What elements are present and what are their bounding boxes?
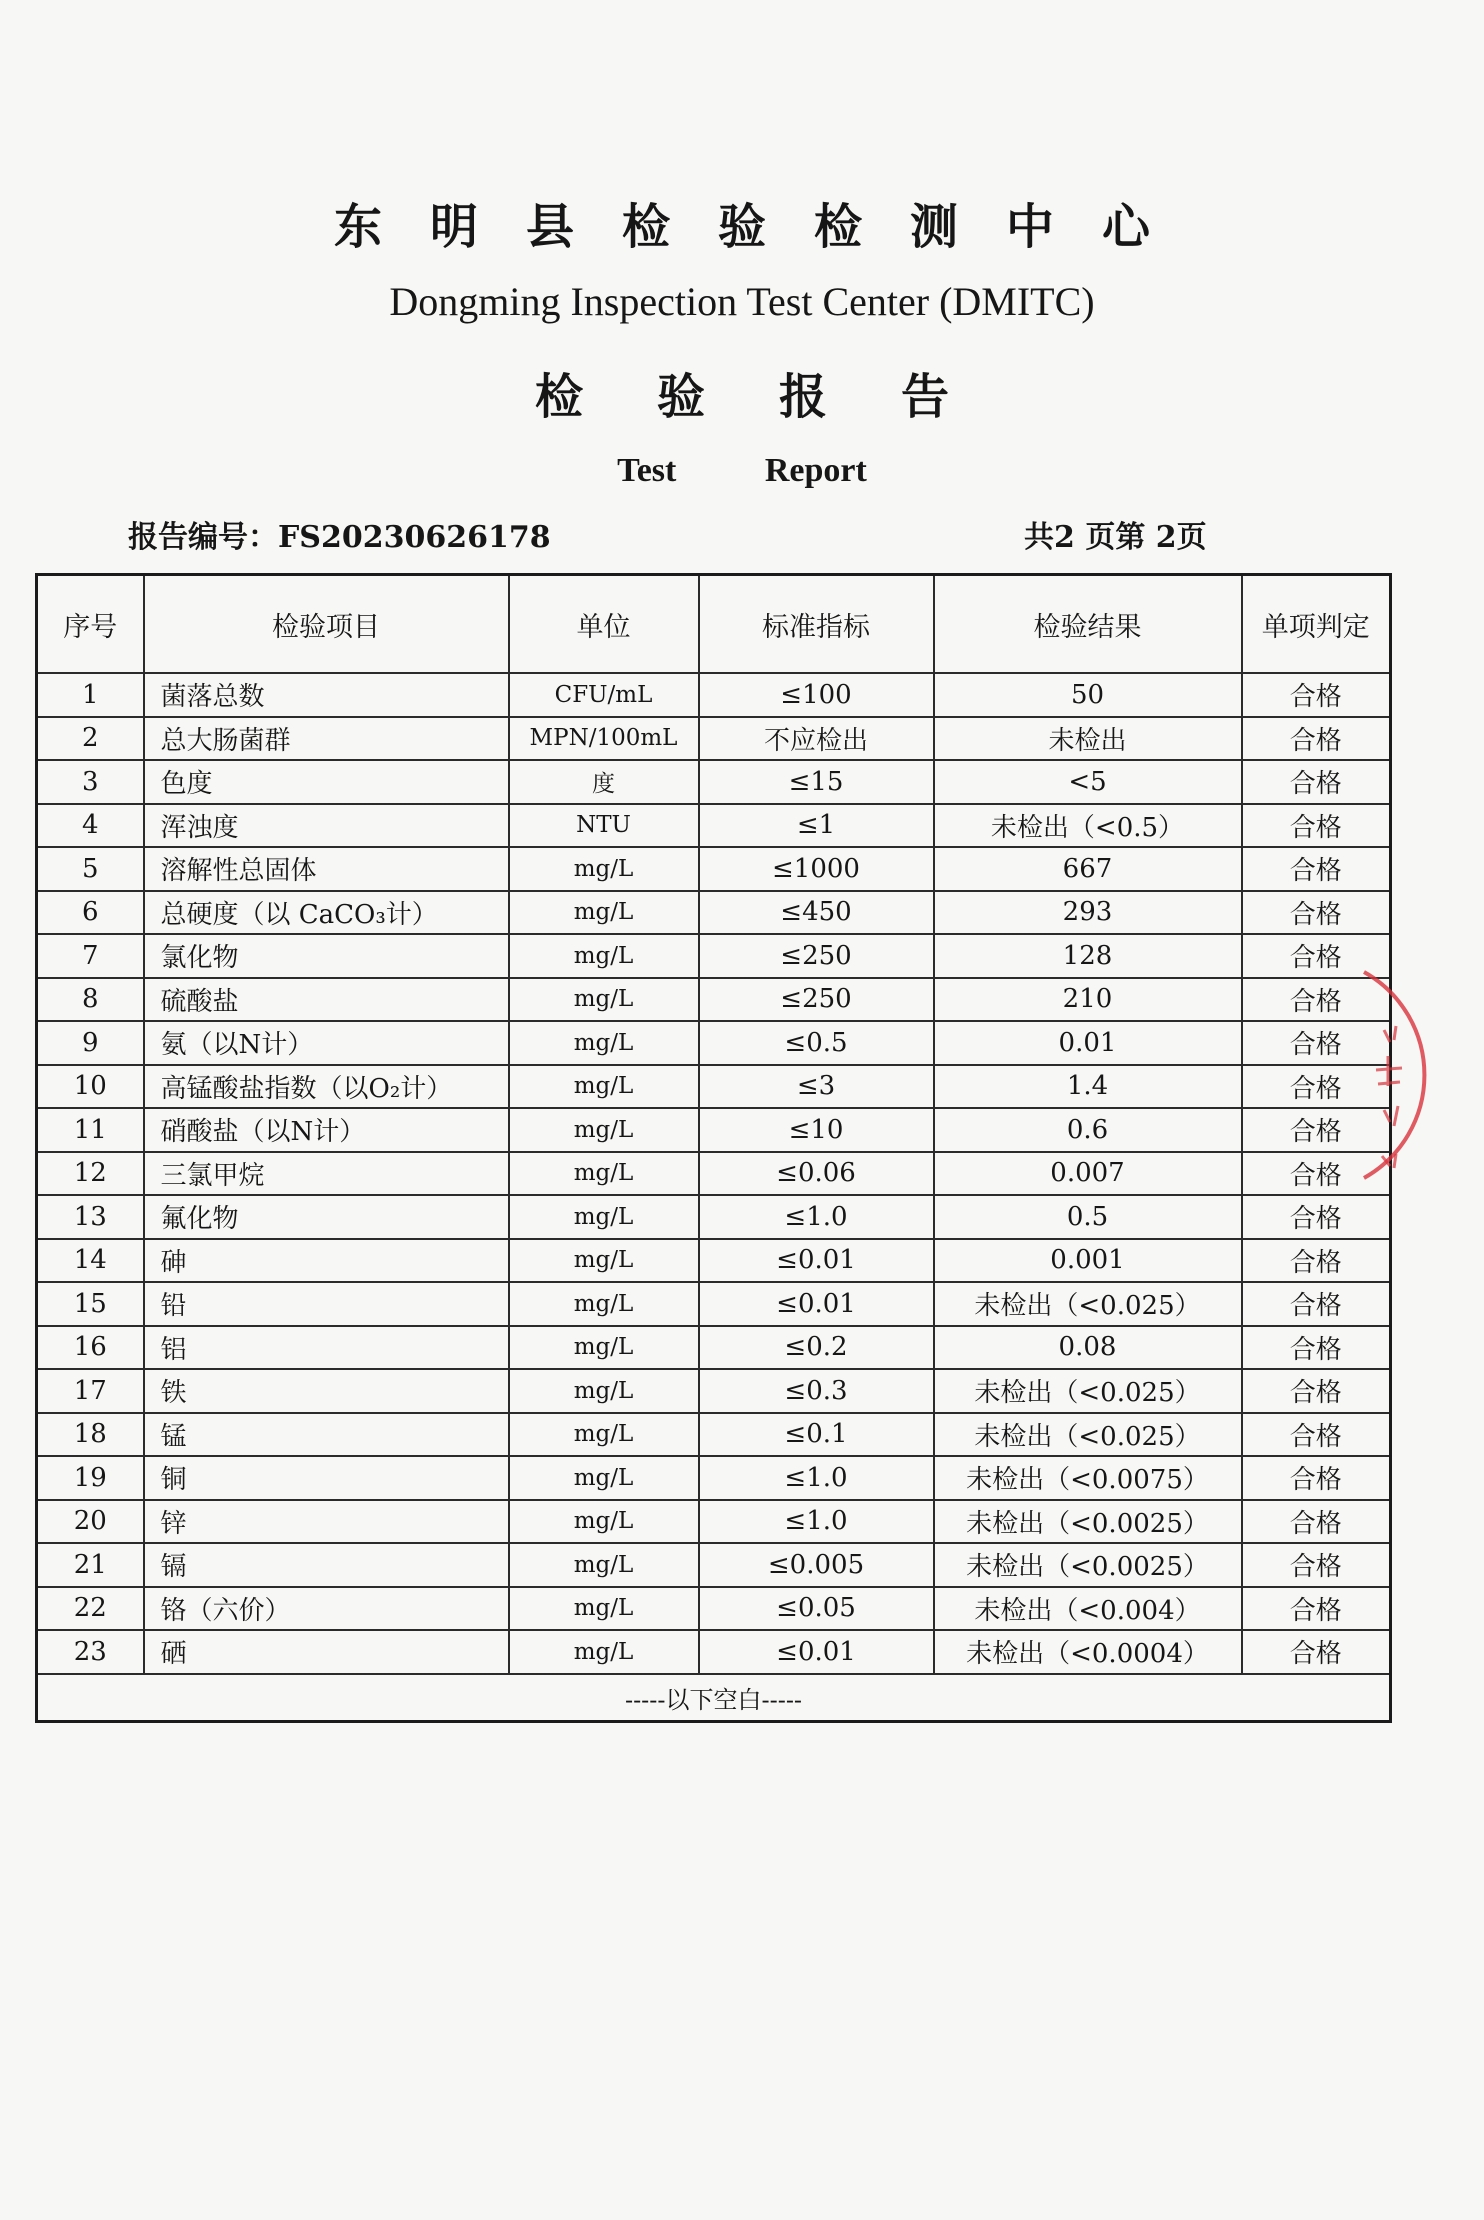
report-title-en: Test Report <box>617 452 867 489</box>
cell-item: 三氯甲烷 <box>144 1152 509 1196</box>
cell-unit: mg/L <box>509 1630 699 1674</box>
cell-unit: mg/L <box>509 1413 699 1457</box>
cell-judgment: 合格 <box>1242 1369 1391 1413</box>
cell-no: 11 <box>37 1108 144 1152</box>
cell-standard: ≤1000 <box>699 847 934 891</box>
cell-item: 铁 <box>144 1369 509 1413</box>
table-row <box>37 978 1391 1022</box>
results-table <box>35 573 1392 1723</box>
table-row <box>37 1630 1391 1674</box>
cell-item: 硒 <box>144 1630 509 1674</box>
cell-judgment: 合格 <box>1242 804 1391 848</box>
cell-unit: mg/L <box>509 1543 699 1587</box>
cell-standard: ≤1.0 <box>699 1456 934 1500</box>
cell-item: 铬（六价） <box>144 1587 509 1631</box>
cell-unit: mg/L <box>509 1500 699 1544</box>
cell-item: 锰 <box>144 1413 509 1457</box>
cell-result: 未检出（<0.5） <box>934 804 1242 848</box>
cell-no: 16 <box>37 1326 144 1370</box>
cell-judgment: 合格 <box>1242 717 1391 761</box>
cell-item: 铅 <box>144 1282 509 1326</box>
cell-item: 铝 <box>144 1326 509 1370</box>
col-header-result: 检验结果 <box>934 575 1242 674</box>
table-header-row <box>37 575 1391 674</box>
cell-item: 浑浊度 <box>144 804 509 848</box>
table-row <box>37 1065 1391 1109</box>
cell-no: 3 <box>37 760 144 804</box>
cell-standard: ≤0.06 <box>699 1152 934 1196</box>
cell-result: 0.08 <box>934 1326 1242 1370</box>
cell-standard: ≤15 <box>699 760 934 804</box>
center-title-cn: 东明县检验检测中心 <box>333 199 1198 255</box>
cell-judgment: 合格 <box>1242 673 1391 717</box>
cell-item: 氨（以N计） <box>144 1021 509 1065</box>
cell-item: 砷 <box>144 1239 509 1283</box>
table-row <box>37 1021 1391 1065</box>
cell-unit: mg/L <box>509 1195 699 1239</box>
table-row <box>37 847 1391 891</box>
table-row <box>37 934 1391 978</box>
cell-unit: MPN/100mL <box>509 717 699 761</box>
cell-judgment: 合格 <box>1242 1543 1391 1587</box>
table-row <box>37 1500 1391 1544</box>
cell-standard: ≤0.005 <box>699 1543 934 1587</box>
col-header-standard: 标准指标 <box>699 575 934 674</box>
cell-judgment: 合格 <box>1242 1630 1391 1674</box>
cell-standard: ≤1.0 <box>699 1195 934 1239</box>
cell-no: 5 <box>37 847 144 891</box>
cell-standard: ≤0.2 <box>699 1326 934 1370</box>
cell-item: 菌落总数 <box>144 673 509 717</box>
cell-unit: mg/L <box>509 1456 699 1500</box>
cell-item: 高锰酸盐指数（以O₂计） <box>144 1065 509 1109</box>
cell-judgment: 合格 <box>1242 1152 1391 1196</box>
cell-standard: ≤0.01 <box>699 1239 934 1283</box>
cell-result: 未检出（<0.0025） <box>934 1543 1242 1587</box>
cell-unit: mg/L <box>509 891 699 935</box>
cell-no: 9 <box>37 1021 144 1065</box>
cell-judgment: 合格 <box>1242 1239 1391 1283</box>
cell-unit: NTU <box>509 804 699 848</box>
cell-standard: ≤0.3 <box>699 1369 934 1413</box>
cell-result: 0.001 <box>934 1239 1242 1283</box>
cell-result: 未检出（<0.0004） <box>934 1630 1242 1674</box>
table-row <box>37 1456 1391 1500</box>
cell-item: 溶解性总固体 <box>144 847 509 891</box>
cell-no: 18 <box>37 1413 144 1457</box>
cell-item: 氯化物 <box>144 934 509 978</box>
cell-result: 0.6 <box>934 1108 1242 1152</box>
cell-result: 未检出（<0.0025） <box>934 1500 1242 1544</box>
cell-no: 13 <box>37 1195 144 1239</box>
cell-no: 2 <box>37 717 144 761</box>
cell-no: 17 <box>37 1369 144 1413</box>
cell-judgment: 合格 <box>1242 1326 1391 1370</box>
cell-result: 50 <box>934 673 1242 717</box>
cell-standard: ≤3 <box>699 1065 934 1109</box>
cell-result: 0.007 <box>934 1152 1242 1196</box>
cell-standard: ≤0.5 <box>699 1021 934 1065</box>
cell-unit: mg/L <box>509 1282 699 1326</box>
cell-standard: ≤450 <box>699 891 934 935</box>
cell-unit: mg/L <box>509 1108 699 1152</box>
report-title-cn: 检验报告 <box>534 369 1023 425</box>
cell-no: 21 <box>37 1543 144 1587</box>
cell-result: 未检出（<0.0075） <box>934 1456 1242 1500</box>
cell-result: 未检出（<0.025） <box>934 1369 1242 1413</box>
cell-item: 总大肠菌群 <box>144 717 509 761</box>
cell-no: 14 <box>37 1239 144 1283</box>
cell-item: 色度 <box>144 760 509 804</box>
cell-standard: ≤0.1 <box>699 1413 934 1457</box>
cell-result: <5 <box>934 760 1242 804</box>
table-row <box>37 1326 1391 1370</box>
cell-unit: mg/L <box>509 1587 699 1631</box>
cell-unit: mg/L <box>509 1369 699 1413</box>
table-row <box>37 1543 1391 1587</box>
cell-unit: mg/L <box>509 978 699 1022</box>
cell-result: 未检出 <box>934 717 1242 761</box>
cell-item: 硫酸盐 <box>144 978 509 1022</box>
cell-result: 667 <box>934 847 1242 891</box>
cell-item: 铜 <box>144 1456 509 1500</box>
table-row <box>37 760 1391 804</box>
table-row <box>37 1195 1391 1239</box>
table-row <box>37 891 1391 935</box>
cell-judgment: 合格 <box>1242 1500 1391 1544</box>
cell-result: 未检出（<0.025） <box>934 1413 1242 1457</box>
cell-item: 氟化物 <box>144 1195 509 1239</box>
cell-result: 0.5 <box>934 1195 1242 1239</box>
table-row <box>37 804 1391 848</box>
cell-standard: 不应检出 <box>699 717 934 761</box>
cell-no: 8 <box>37 978 144 1022</box>
cell-item: 总硬度（以 CaCO₃计） <box>144 891 509 935</box>
table-row <box>37 1587 1391 1631</box>
table-row <box>37 1239 1391 1283</box>
table-row <box>37 1369 1391 1413</box>
cell-result: 0.01 <box>934 1021 1242 1065</box>
cell-no: 19 <box>37 1456 144 1500</box>
cell-unit: mg/L <box>509 934 699 978</box>
table-row <box>37 1108 1391 1152</box>
table-row <box>37 1152 1391 1196</box>
cell-judgment: 合格 <box>1242 1587 1391 1631</box>
col-header-no: 序号 <box>37 575 144 674</box>
table-body <box>37 673 1391 1674</box>
cell-judgment: 合格 <box>1242 934 1391 978</box>
cell-unit: mg/L <box>509 1021 699 1065</box>
cell-standard: ≤10 <box>699 1108 934 1152</box>
cell-unit: mg/L <box>509 1065 699 1109</box>
cell-unit: CFU/mL <box>509 673 699 717</box>
cell-unit: mg/L <box>509 1152 699 1196</box>
cell-no: 12 <box>37 1152 144 1196</box>
cell-standard: ≤1 <box>699 804 934 848</box>
table-footer-row <box>37 1674 1391 1722</box>
cell-no: 10 <box>37 1065 144 1109</box>
cell-judgment: 合格 <box>1242 1413 1391 1457</box>
cell-no: 1 <box>37 673 144 717</box>
cell-judgment: 合格 <box>1242 1195 1391 1239</box>
col-header-unit: 单位 <box>509 575 699 674</box>
cell-result: 128 <box>934 934 1242 978</box>
cell-result: 1.4 <box>934 1065 1242 1109</box>
cell-judgment: 合格 <box>1242 1021 1391 1065</box>
cell-judgment: 合格 <box>1242 891 1391 935</box>
cell-no: 7 <box>37 934 144 978</box>
table-row <box>37 1282 1391 1326</box>
col-header-judgment: 单项判定 <box>1242 575 1391 674</box>
cell-result: 未检出（<0.004） <box>934 1587 1242 1631</box>
cell-standard: ≤0.01 <box>699 1630 934 1674</box>
cell-unit: mg/L <box>509 1326 699 1370</box>
cell-judgment: 合格 <box>1242 1065 1391 1109</box>
cell-no: 23 <box>37 1630 144 1674</box>
cell-standard: ≤250 <box>699 978 934 1022</box>
cell-result: 未检出（<0.025） <box>934 1282 1242 1326</box>
cell-no: 6 <box>37 891 144 935</box>
cell-no: 20 <box>37 1500 144 1544</box>
cell-no: 4 <box>37 804 144 848</box>
cell-judgment: 合格 <box>1242 760 1391 804</box>
cell-item: 硝酸盐（以N计） <box>144 1108 509 1152</box>
cell-standard: ≤1.0 <box>699 1500 934 1544</box>
cell-standard: ≤100 <box>699 673 934 717</box>
blank-below-note: -----以下空白----- <box>37 1674 1391 1722</box>
col-header-item: 检验项目 <box>144 575 509 674</box>
cell-judgment: 合格 <box>1242 1282 1391 1326</box>
cell-standard: ≤0.01 <box>699 1282 934 1326</box>
cell-no: 22 <box>37 1587 144 1631</box>
cell-judgment: 合格 <box>1242 1108 1391 1152</box>
cell-judgment: 合格 <box>1242 978 1391 1022</box>
cell-unit: mg/L <box>509 1239 699 1283</box>
page-info: 共2 页第 2页 <box>1024 520 1207 555</box>
cell-result: 210 <box>934 978 1242 1022</box>
cell-standard: ≤250 <box>699 934 934 978</box>
cell-unit: 度 <box>509 760 699 804</box>
cell-result: 293 <box>934 891 1242 935</box>
cell-judgment: 合格 <box>1242 1456 1391 1500</box>
cell-unit: mg/L <box>509 847 699 891</box>
cell-item: 镉 <box>144 1543 509 1587</box>
cell-judgment: 合格 <box>1242 847 1391 891</box>
cell-standard: ≤0.05 <box>699 1587 934 1631</box>
cell-no: 15 <box>37 1282 144 1326</box>
report-number: 报告编号：FS20230626178 <box>128 520 551 555</box>
table-row <box>37 717 1391 761</box>
table-row <box>37 673 1391 717</box>
cell-item: 锌 <box>144 1500 509 1544</box>
table-row <box>37 1413 1391 1457</box>
center-title-en: Dongming Inspection Test Center (DMITC) <box>389 279 1095 324</box>
